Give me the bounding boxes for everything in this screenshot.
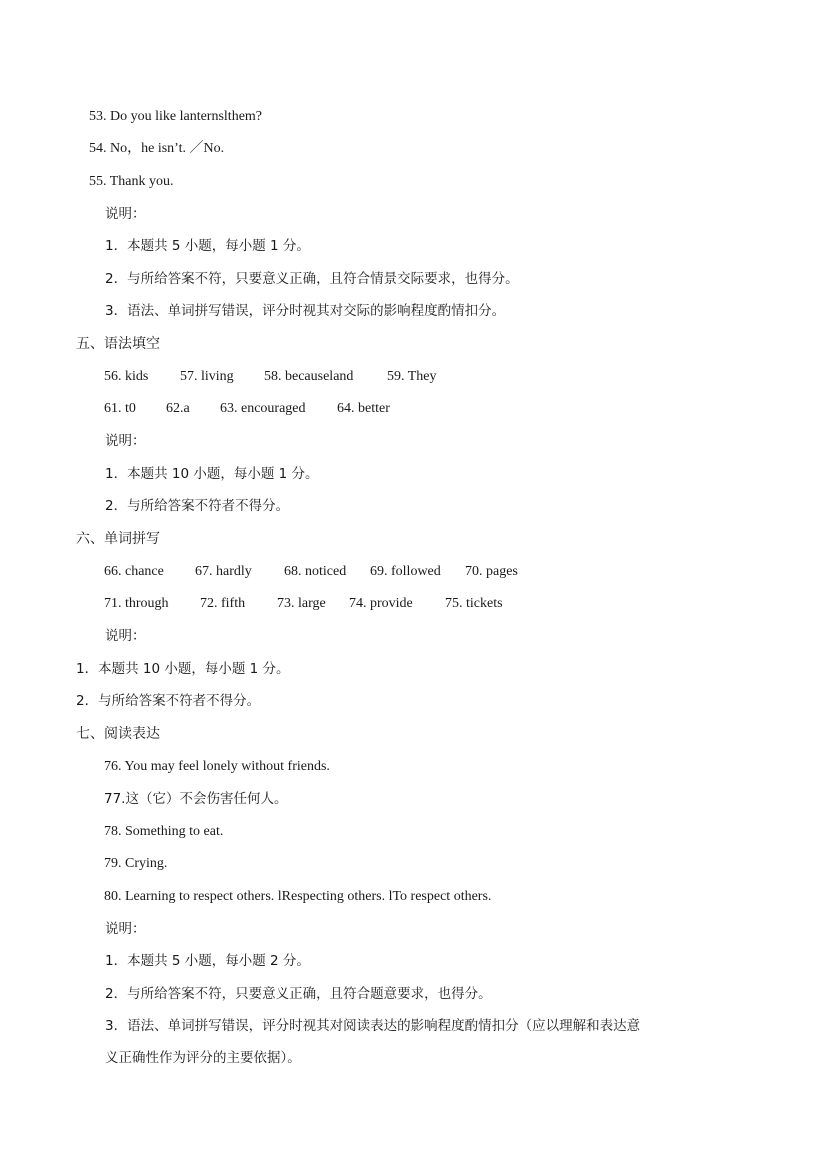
part6-heading: 六、单词拼写 xyxy=(76,531,160,547)
answer-79: 79. Crying. xyxy=(104,856,168,871)
part5-note-1: 1．本题共 10 小题，每小题 1 分。 xyxy=(105,466,319,482)
answer-73: 73. large xyxy=(277,596,326,611)
answer-72: 72. fifth xyxy=(200,596,246,611)
answer-66: 66. chance xyxy=(104,564,164,579)
part5-note-2: 2．与所给答案不符者不得分。 xyxy=(105,498,290,514)
part4-note-3: 3．语法、单词拼写错误，评分时视其对交际的影响程度酌情扣分。 xyxy=(105,303,506,319)
answer-68: 68. noticed xyxy=(284,564,347,579)
part4-note-2: 2．与所给答案不符，只要意义正确，且符合情景交际要求，也得分。 xyxy=(105,271,519,287)
answer-77: 77.这（它）不会伤害任何人。 xyxy=(104,791,288,807)
part6-note-2: 2．与所给答案不符者不得分。 xyxy=(76,693,261,709)
part4-note-1: 1．本题共 5 小题，每小题 1 分。 xyxy=(105,238,310,254)
part7-heading: 七、阅读表达 xyxy=(76,726,160,742)
answer-80: 80. Learning to respect others. lRespecting others. lTo respect others. xyxy=(104,889,492,904)
part5-heading: 五、语法填空 xyxy=(76,336,160,352)
part7-note-1: 1．本题共 5 小题，每小题 2 分。 xyxy=(105,953,310,969)
answer-63: 63. encouraged xyxy=(220,401,306,416)
answer-59: 59. They xyxy=(387,369,437,384)
answer-70: 70. pages xyxy=(465,564,518,579)
answer-78: 78. Something to eat. xyxy=(104,824,224,839)
part7-note-label: 说明： xyxy=(105,921,146,937)
answer-75: 75. tickets xyxy=(445,596,503,611)
answer-57: 57. living xyxy=(180,369,234,384)
answer-61: 61. t0 xyxy=(104,401,136,416)
answer-54: 54. No，he isn’t. ／No. xyxy=(89,141,225,156)
answer-53: 53. Do you like lanternslthem? xyxy=(89,109,263,124)
answer-76: 76. You may feel lonely without friends. xyxy=(104,759,330,774)
answer-62: 62.a xyxy=(166,401,190,416)
part4-note-label: 说明： xyxy=(105,206,146,222)
answer-71: 71. through xyxy=(104,596,169,611)
answer-56: 56. kids xyxy=(104,369,149,384)
answer-64: 64. better xyxy=(337,401,390,416)
answer-67: 67. hardly xyxy=(195,564,252,579)
answer-69: 69. followed xyxy=(370,564,441,579)
part7-note-2: 2．与所给答案不符，只要意义正确，且符合题意要求，也得分。 xyxy=(105,986,492,1002)
part5-note-label: 说明： xyxy=(105,433,146,449)
part6-note-1: 1．本题共 10 小题，每小题 1 分。 xyxy=(76,661,290,677)
part7-note-3-continued: 义正确性作为评分的主要依据）。 xyxy=(105,1050,301,1066)
part6-note-label: 说明： xyxy=(105,628,146,644)
answer-58: 58. becauseland xyxy=(264,369,354,384)
part7-note-3: 3．语法、单词拼写错误，评分时视其对阅读表达的影响程度酌情扣分（应以理解和表达意 xyxy=(105,1018,641,1034)
answer-74: 74. provide xyxy=(349,596,413,611)
answer-55: 55. Thank you. xyxy=(89,174,174,189)
